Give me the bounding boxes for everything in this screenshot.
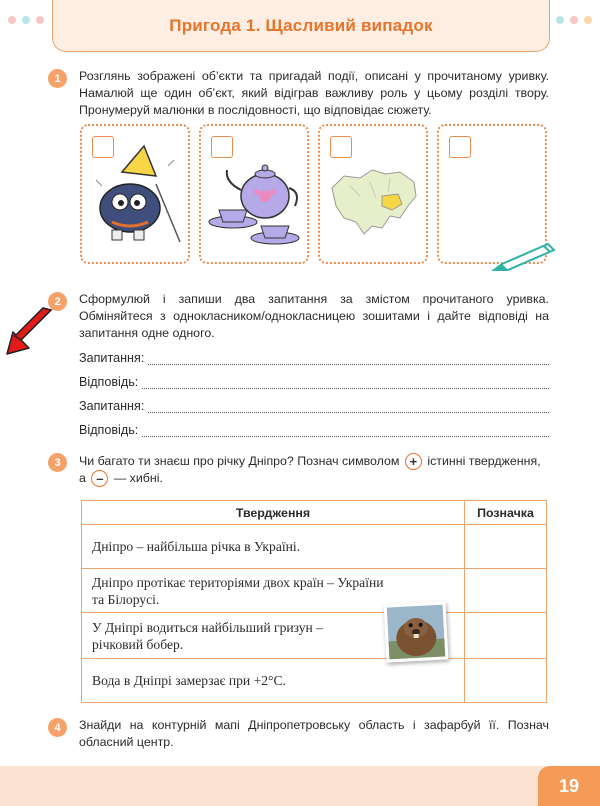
task-3-text-part-1: Чи багато ти знаєш про річку Дніпро? Познач символом <box>79 454 400 468</box>
task-1-text: Розглянь зображені об’єкти та пригадай події, описані у прочитаному уривку. Намалюй ще один об’єкт, який відіграв важливу роль у цьому розділі твору. Пронумеруй малюнки в послідовності, що відповідає сюжету. <box>79 69 549 117</box>
statement-3: У Дніпрі водиться найбільший гризун – річковий бобер. <box>82 613 465 659</box>
statement-4: Вода в Дніпрі замерзає при +2°С. <box>82 659 465 703</box>
minus-symbol-icon: – <box>91 470 108 487</box>
decor-dots-left <box>8 16 44 26</box>
task-3-number: 3 <box>48 453 67 472</box>
question-2-label: Запитання: <box>79 399 145 413</box>
footer-band <box>0 766 600 806</box>
task-4-number: 4 <box>48 718 67 737</box>
plus-symbol-icon: + <box>405 453 422 470</box>
number-box-1[interactable] <box>92 136 114 158</box>
statement-2: Дніпро протікає територіями двох країн – України та Білорусі. <box>82 569 465 613</box>
task-2-text: Сформулюй і запиши два запитання за змістом прочитаного уривка. Обміняйтеся з однокласником/однокласницею зошитами і дайте відповіді на запитання одне одного. <box>79 292 549 340</box>
question-1-row[interactable] <box>79 349 549 365</box>
header-statement: Твердження <box>82 501 465 525</box>
mark-cell-2[interactable] <box>465 569 547 613</box>
red-arrow-icon <box>3 306 55 358</box>
task-1-number: 1 <box>48 69 67 88</box>
question-2-answer-line[interactable] <box>148 401 549 413</box>
mark-cell-4[interactable] <box>465 659 547 703</box>
task-3-text-part-3: а <box>79 471 86 486</box>
beaver-photo <box>384 601 449 662</box>
table-row <box>82 613 547 659</box>
number-box-3[interactable] <box>330 136 352 158</box>
task-2-number: 2 <box>48 292 67 311</box>
table-row <box>82 525 547 569</box>
task-3-text-part-4: — хибні. <box>113 471 163 486</box>
table-header-row <box>82 501 547 525</box>
image-box-1[interactable] <box>80 124 190 264</box>
header-mark: Позначка <box>465 501 547 525</box>
statement-1: Дніпро – найбільша річка в Україні. <box>82 525 465 569</box>
pencil-icon <box>488 240 558 274</box>
task-4-text: Знайди на контурній мапі Дніпропетровську область і зафарбуй її. Познач обласний центр. <box>79 718 549 749</box>
task-3-text <box>79 453 549 487</box>
answer-1-row[interactable] <box>79 373 549 389</box>
task-3-text-part-2: істинні твердження, <box>427 454 541 468</box>
answer-2-row[interactable] <box>79 421 549 437</box>
table-row <box>82 659 547 703</box>
mark-cell-3[interactable] <box>465 613 547 659</box>
page-number: 19 <box>538 766 600 806</box>
answer-1-label: Відповідь: <box>79 375 139 389</box>
question-1-label: Запитання: <box>79 351 145 365</box>
question-1-answer-line[interactable] <box>148 353 549 365</box>
number-box-2[interactable] <box>211 136 233 158</box>
question-2-row[interactable] <box>79 397 549 413</box>
number-box-4[interactable] <box>449 136 471 158</box>
beaver-icon <box>387 605 446 660</box>
image-box-3[interactable] <box>318 124 428 264</box>
mark-cell-1[interactable] <box>465 525 547 569</box>
answer-2-line[interactable] <box>142 425 549 437</box>
answer-1-line[interactable] <box>142 377 549 389</box>
chapter-title: Пригода 1. Щасливий випадок <box>169 15 433 35</box>
chapter-title-tab <box>52 0 550 52</box>
answer-2-label: Відповідь: <box>79 423 139 437</box>
table-row <box>82 569 547 613</box>
statements-table <box>81 500 547 703</box>
image-box-2[interactable] <box>199 124 309 264</box>
